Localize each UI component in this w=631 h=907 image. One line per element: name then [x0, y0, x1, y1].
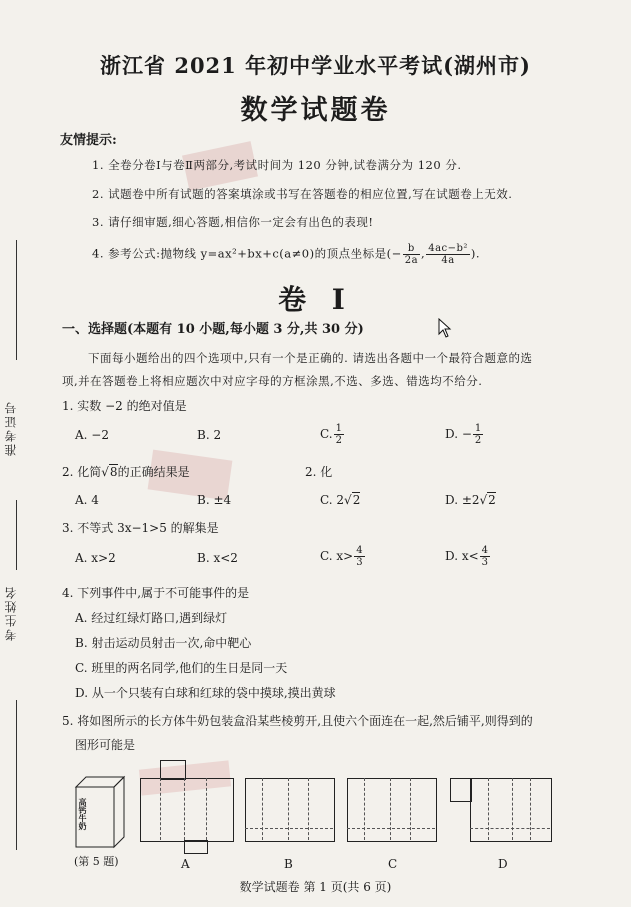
question-2-option-d: D. ±2√2 [445, 493, 496, 507]
exam-id-label: 准考证号 [4, 400, 18, 456]
question-4-option-c: C. 班里的两名同学,他们的生日是同一天 [75, 661, 288, 675]
option-prefix: D. x< [445, 549, 479, 563]
section-heading: 一、选择题(本题有 10 小题,每小题 3 分,共 30 分) [62, 322, 364, 337]
page-footer: 数学试题卷 第 1 页(共 6 页) [239, 880, 392, 894]
tip-item: 3. 请仔细审题,细心答题,相信你一定会有出色的表现! [92, 215, 374, 229]
question-1-option-d [445, 423, 484, 446]
question-2-stray-text: 2. 化 [305, 465, 333, 479]
fraction-numerator: 1 [474, 423, 482, 434]
option-prefix: C. 2 [320, 493, 345, 507]
question-5-stem: 5. 将如图所示的长方体牛奶包装盒沿某些棱剪开,且使六个面连在一起,然后铺平,则得到的 [62, 714, 533, 728]
option-fraction [473, 423, 483, 446]
question-3-option-b: B. x<2 [197, 551, 238, 565]
formula-fraction-1 [403, 243, 420, 266]
page-title: 浙江省 2021 年初中学业水平考试(湖州市) [100, 53, 531, 78]
question-2-option-c: C. 2√2 [320, 493, 361, 507]
stem-text: 的正确结果是 [117, 465, 190, 479]
formula-prefix: 4. 参考公式:抛物线 y=ax²+bx+c(a≠0)的顶点坐标是(− [92, 246, 402, 261]
net-label-a: A [181, 857, 190, 871]
fraction-denominator: 2 [335, 435, 342, 446]
tip-item: 2. 试题卷中所有试题的答案填涂或书写在答题卷的相应位置,写在试题卷上无效. [92, 187, 513, 201]
fraction-numerator: 1 [335, 423, 342, 434]
option-prefix: C. [320, 427, 333, 441]
radicand: 2 [488, 493, 496, 507]
question-4-stem: 4. 下列事件中,属于不可能事件的是 [62, 586, 250, 600]
section-intro: 项,并在答题卷上将相应题次中对应字母的方框涂黑,不选、多选、错选均不给分. [62, 374, 483, 388]
net-label-b: B [284, 857, 293, 871]
question-1-option-c [320, 423, 345, 446]
option-prefix: C. x> [320, 549, 354, 563]
fraction-numerator: 4 [481, 545, 489, 556]
fraction-numerator: 4ac−b² [428, 243, 468, 254]
stem-text: 2. 化简 [62, 465, 102, 479]
question-2-option-a: A. 4 [75, 493, 99, 507]
question-4-option-b: B. 射击运动员射击一次,命中靶心 [75, 636, 252, 650]
option-fraction [480, 545, 490, 568]
option-fraction [354, 545, 364, 568]
radicand: 2 [352, 493, 361, 507]
fraction-denominator: 4a [441, 255, 455, 266]
question-3-option-a: A. x>2 [75, 551, 116, 565]
option-prefix: D. ±2 [445, 493, 480, 507]
question-3-option-c [320, 545, 366, 568]
name-label: 考生姓名 [4, 585, 18, 641]
question-1-option-b: B. 2 [197, 428, 222, 442]
question-3-option-d [445, 545, 491, 568]
milk-box-label: 高钙牛奶 [78, 798, 88, 830]
fraction-numerator: b [403, 243, 420, 255]
question-4-option-a: A. 经过红绿灯路口,遇到绿灯 [75, 611, 228, 625]
tip-item: 1. 全卷分卷Ⅰ与卷Ⅱ两部分,考试时间为 120 分钟,试卷满分为 120 分. [92, 158, 462, 172]
net-label-c: C [388, 857, 398, 871]
tips-heading: 友情提示: [60, 133, 117, 148]
fraction-numerator: 4 [356, 545, 363, 556]
section-intro: 下面每小题给出的四个选项中,只有一个是正确的. 请选出各题中一个最符合题意的选 [88, 351, 533, 365]
tip-formula [92, 243, 480, 266]
net-label-d: D [498, 857, 508, 871]
binding-line [16, 700, 17, 850]
fraction-denominator: 3 [481, 557, 489, 568]
fraction-denominator: 3 [356, 557, 363, 568]
radicand: 8 [109, 465, 118, 479]
binding-line [16, 500, 17, 570]
question-4-option-d: D. 从一个只装有白球和红球的袋中摸球,摸出黄球 [75, 686, 336, 700]
formula-separator: , [421, 246, 426, 261]
fraction-denominator: 2 [474, 435, 482, 446]
question-2-stem: 2. 化简√8的正确结果是 [62, 465, 190, 479]
question-1-option-a: A. −2 [75, 428, 109, 442]
formula-fraction-2 [426, 243, 470, 266]
figure-caption: (第 5 题) [74, 855, 119, 868]
section-title: 卷 I [278, 283, 353, 316]
question-1-stem: 1. 实数 −2 的绝对值是 [62, 399, 187, 413]
option-fraction [334, 423, 344, 446]
option-prefix: D. − [445, 427, 472, 441]
question-2-option-b: B. ±4 [197, 493, 232, 507]
question-3-stem: 3. 不等式 3x−1>5 的解集是 [62, 521, 219, 535]
formula-suffix: ). [470, 246, 481, 261]
mouse-cursor-icon [438, 318, 452, 338]
question-5-stem: 图形可能是 [75, 738, 136, 752]
page-subtitle: 数学试题卷 [240, 95, 391, 126]
fraction-denominator: 2a [404, 255, 419, 266]
